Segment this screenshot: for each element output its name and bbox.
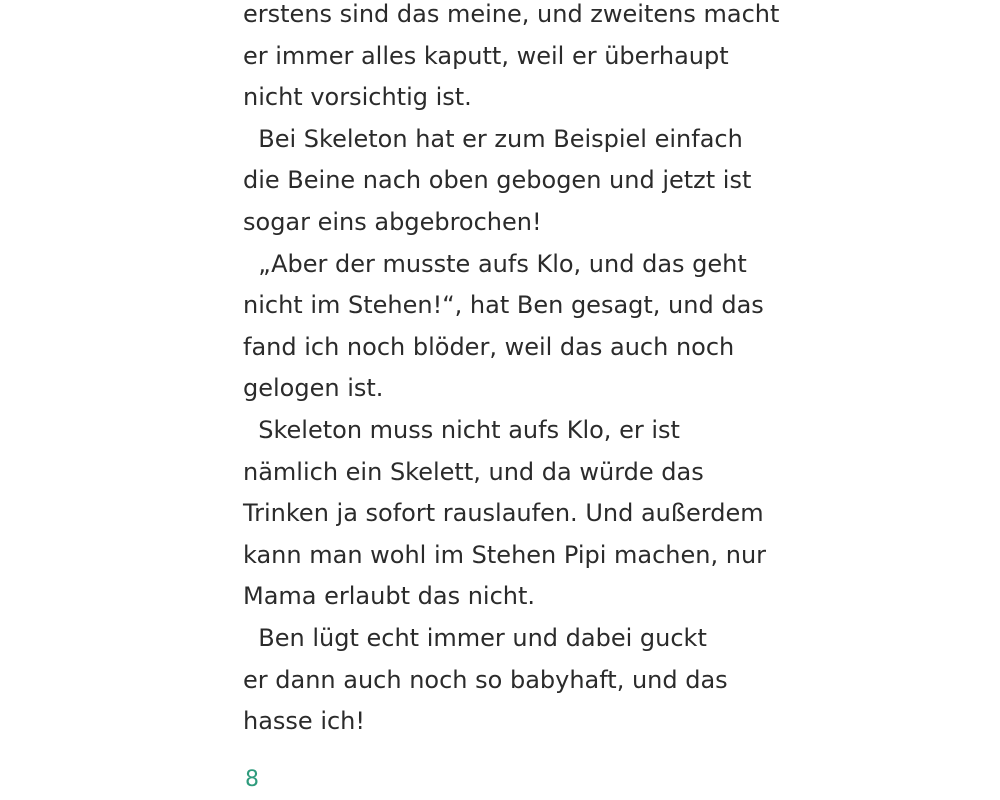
text-line: Trinken ja sofort rauslaufen. Und außerdem xyxy=(243,499,764,528)
text-line: hasse ich! xyxy=(243,707,366,736)
text-line: erstens sind das meine, und zweitens macht xyxy=(243,0,780,28)
text-line: kann man wohl im Stehen Pipi machen, nur xyxy=(243,540,767,569)
body-text xyxy=(243,0,783,743)
text-line: er immer alles kaputt, weil er überhaupt xyxy=(243,41,729,70)
text-line: fand ich noch blöder, weil das auch noch xyxy=(243,332,735,361)
text-line: Mama erlaubt das nicht. xyxy=(243,582,536,611)
text-line: gelogen ist. xyxy=(243,374,384,403)
text-line: er dann auch noch so babyhaft, und das xyxy=(243,665,728,694)
text-line: nicht im Stehen!“, hat Ben gesagt, und das xyxy=(243,291,764,320)
text-line: Skeleton muss nicht aufs Klo, er ist xyxy=(243,415,680,444)
text-line: „Aber der musste aufs Klo, und das geht xyxy=(243,249,747,278)
text-line: Ben lügt echt immer und dabei guckt xyxy=(243,623,707,652)
text-line: sogar eins abgebrochen! xyxy=(243,207,542,236)
text-line: Bei Skeleton hat er zum Beispiel einfach xyxy=(243,124,743,153)
text-line: nicht vorsichtig ist. xyxy=(243,83,472,112)
page-number: 8 xyxy=(245,767,259,792)
text-line: nämlich ein Skelett, und da würde das xyxy=(243,457,704,486)
text-line: die Beine nach oben gebogen und jetzt ist xyxy=(243,166,752,195)
